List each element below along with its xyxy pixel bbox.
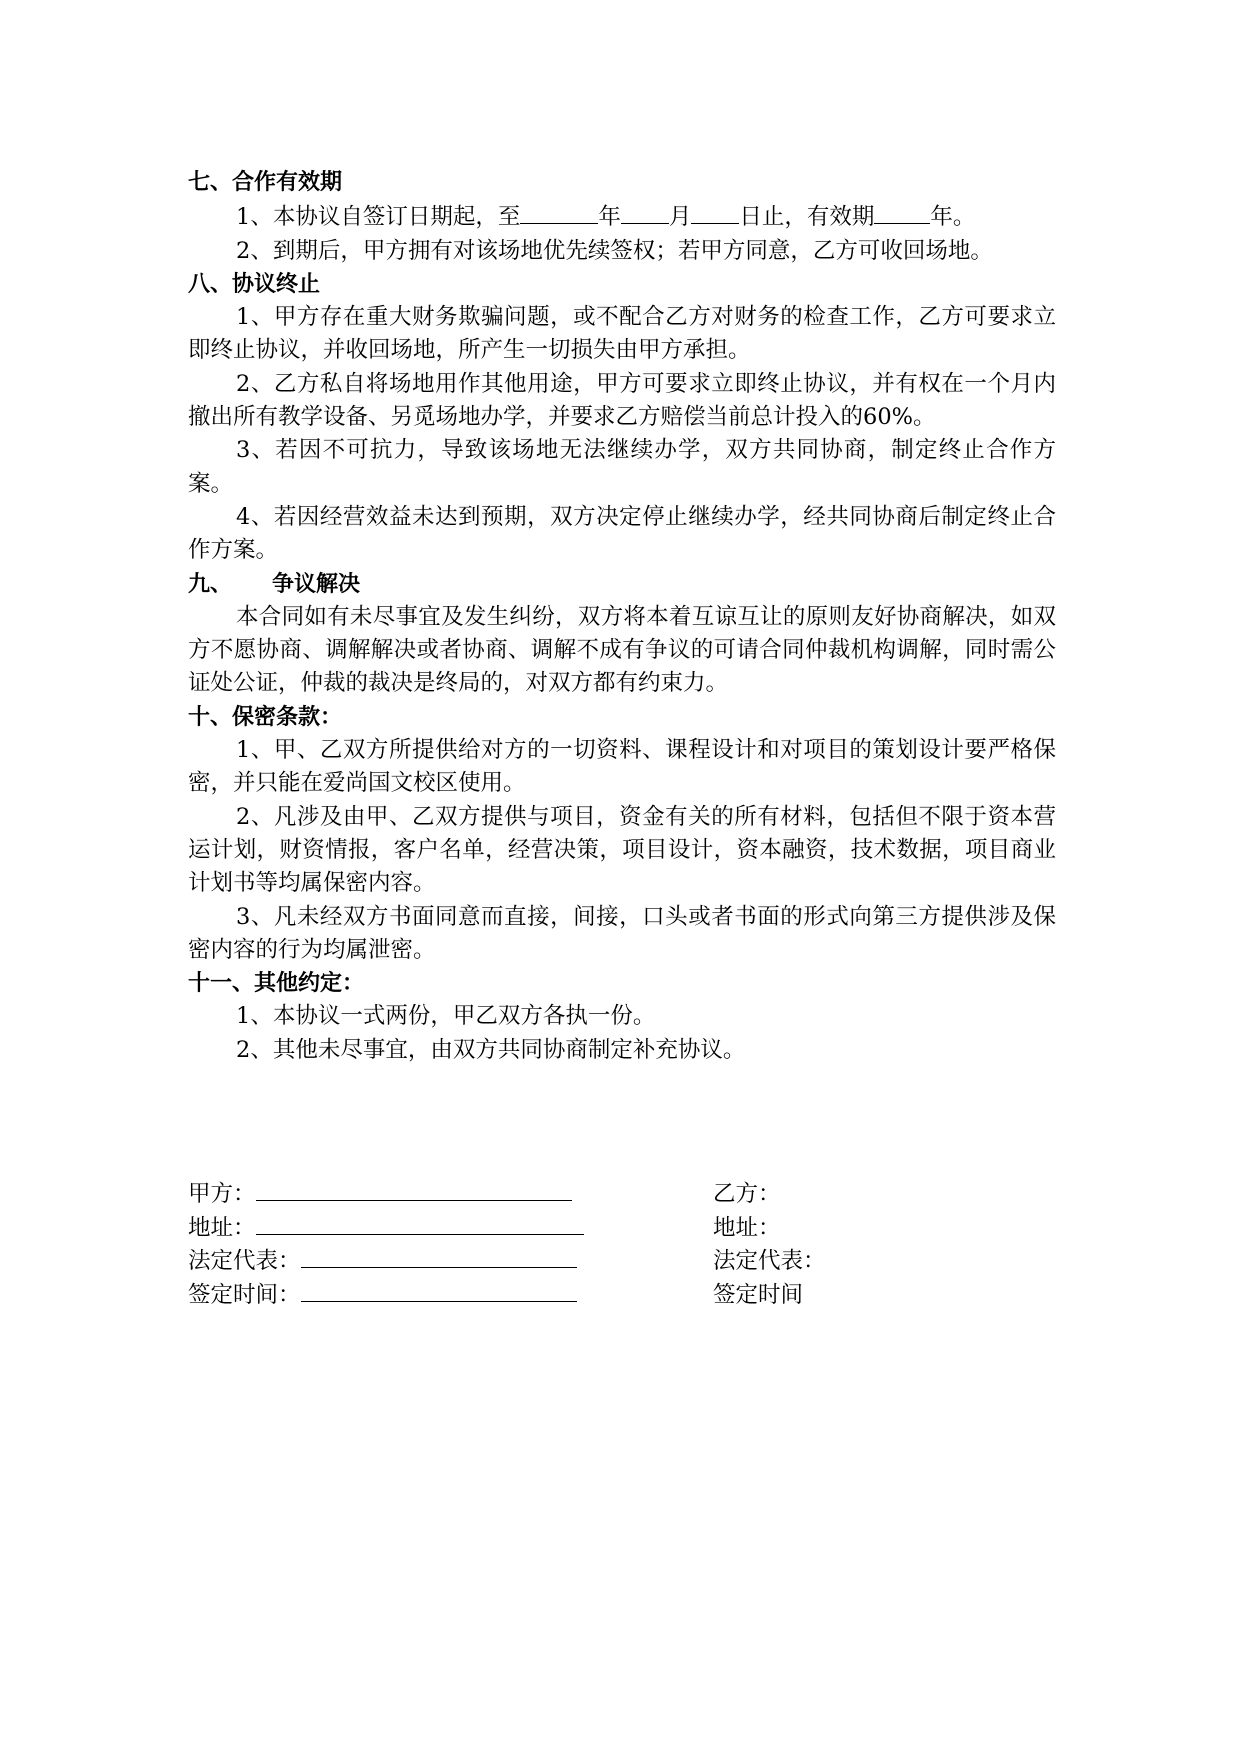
year-unit: 年 xyxy=(598,204,621,231)
validity-year-unit: 年。 xyxy=(930,204,976,231)
date-b-label: 签定时间 xyxy=(713,1281,804,1308)
section-8-paragraph-2: 2、乙方私自将场地用作其他用途，甲方可要求立即终止协议，并有权在一个月内撤出所有教学设备、另觅场地办学，并要求乙方赔偿当前总计投入的60%。 xyxy=(188,370,1056,431)
section-8-paragraph-4: 4、若因经营效益未达到预期，双方决定停止继续办学，经共同协商后制定终止合作方案。 xyxy=(188,503,1056,564)
section-11-paragraph-1: 1、本协议一式两份，甲乙双方各执一份。 xyxy=(236,1003,656,1030)
section-heading-10: 十、保密条款： xyxy=(188,704,343,730)
section-7-paragraph-2: 2、到期后，甲方拥有对该场地优先续签权；若甲方同意，乙方可收回场地。 xyxy=(236,237,993,264)
section-heading-8: 八、协议终止 xyxy=(188,271,321,297)
date-a-blank xyxy=(301,1277,577,1302)
section-10-paragraph-2: 2、凡涉及由甲、乙双方提供与项目，资金有关的所有材料，包括但不限于资本营运计划，财资情报，客户名单，经营决策，项目设计，资本融资，技术数据，项目商业计划书等均属保密内容。 xyxy=(188,803,1056,897)
section-heading-9 xyxy=(188,568,1056,601)
rep-a-label: 法定代表： xyxy=(188,1248,301,1274)
signature-row-date xyxy=(188,1277,1056,1311)
party-b-label: 乙方： xyxy=(713,1181,781,1207)
section-10-paragraph-1: 1、甲、乙双方所提供给对方的一切资料、课程设计和对项目的策划设计要严格保密，并只能在爱尚国文校区使用。 xyxy=(188,737,1056,797)
section-11-paragraph-2: 2、其他未尽事宜，由双方共同协商制定补充协议。 xyxy=(236,1036,746,1063)
address-a-blank xyxy=(256,1210,584,1235)
section-9-paragraph-1: 本合同如有未尽事宜及发生纠纷，双方将本着互谅互让的原则友好协商解决，如双方不愿协商、调解解决或者协商、调解不成有争议的可请合同仲裁机构调解，同时需公证处公证，仲裁的裁决是终局的，对双方都有约束力。 xyxy=(188,603,1056,697)
day-unit-validity: 日止，有效期 xyxy=(739,204,875,231)
rep-b-label: 法定代表： xyxy=(713,1248,826,1274)
year-blank xyxy=(520,199,598,224)
section-9-number: 九、 xyxy=(188,571,233,597)
section-8-paragraph-1: 1、甲方存在重大财务欺骗问题，或不配合乙方对财务的检查工作，乙方可要求立即终止协议，并收回场地，所产生一切损失由甲方承担。 xyxy=(188,304,1056,364)
month-unit: 月 xyxy=(668,204,692,231)
date-a-label: 签定时间： xyxy=(188,1281,301,1308)
section-heading-11: 十一、其他约定： xyxy=(188,971,365,997)
rep-a-blank xyxy=(301,1243,577,1268)
month-blank xyxy=(621,199,669,224)
signature-row-address xyxy=(188,1210,1056,1244)
section-8-paragraph-3: 3、若因不可抗力，导致该场地无法继续办学，双方共同协商，制定终止合作方案。 xyxy=(188,437,1056,497)
section-9-title: 争议解决 xyxy=(272,571,361,597)
signature-row-representative xyxy=(188,1243,1056,1277)
section-10-paragraph-3: 3、凡未经双方书面同意而直接，间接，口头或者书面的形式向第三方提供涉及保密内容的行为均属泄密。 xyxy=(188,903,1056,963)
party-a-label: 甲方： xyxy=(188,1181,256,1207)
term-text-start: 1、本协议自签订日期起，至 xyxy=(236,204,521,231)
signature-row-party xyxy=(188,1176,1056,1210)
contract-body xyxy=(188,166,1056,1067)
party-a-blank xyxy=(256,1176,572,1201)
address-a-label: 地址： xyxy=(188,1214,256,1241)
signature-block xyxy=(188,1176,1056,1310)
section-heading-7: 七、合作有效期 xyxy=(188,170,343,195)
address-b-label: 地址： xyxy=(713,1214,781,1241)
section-7-paragraph-1 xyxy=(188,199,1056,234)
day-blank xyxy=(691,199,739,224)
validity-years-blank xyxy=(874,199,930,224)
